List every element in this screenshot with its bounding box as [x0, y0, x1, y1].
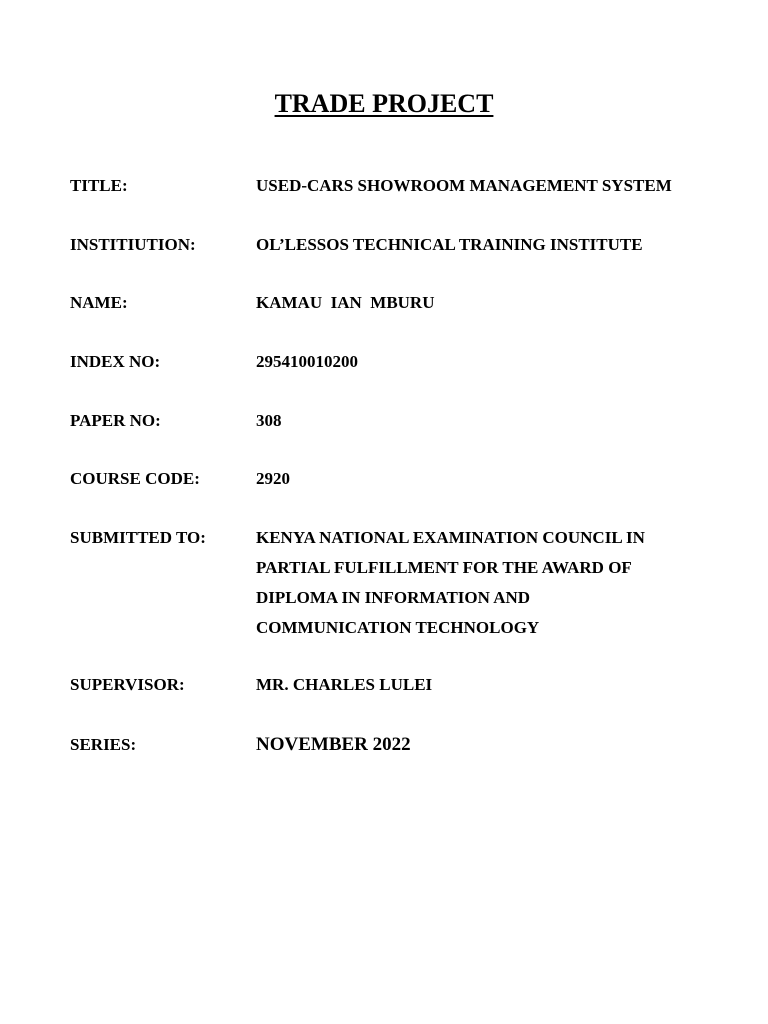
field-row-paper-no	[70, 406, 720, 436]
supervisor-label: SUPERVISOR:	[70, 675, 185, 694]
field-row-title	[70, 171, 720, 201]
submitted-to-line: PARTIAL FULFILLMENT FOR THE AWARD OF	[256, 558, 632, 577]
field-row-index-no	[70, 347, 720, 377]
submitted-to-value	[256, 523, 720, 643]
field-row-course-code	[70, 464, 720, 494]
index-no-label: INDEX NO:	[70, 352, 161, 371]
paper-no-label: PAPER NO:	[70, 411, 161, 430]
course-code-label: COURSE CODE:	[70, 469, 200, 488]
submitted-to-line: COMMUNICATION TECHNOLOGY	[256, 618, 540, 637]
paper-no-value: 308	[256, 411, 282, 430]
field-row-series	[70, 730, 720, 760]
field-row-institution	[70, 230, 720, 260]
title-label: TITLE:	[70, 176, 128, 195]
field-row-submitted-to	[70, 523, 720, 643]
submitted-to-line: DIPLOMA IN INFORMATION AND	[256, 588, 531, 607]
page-title: TRADE PROJECT	[274, 89, 494, 118]
index-no-value: 295410010200	[256, 352, 358, 371]
series-value: NOVEMBER 2022	[256, 734, 411, 755]
name-value: KAMAU IAN MBURU	[256, 293, 435, 312]
submitted-to-line: KENYA NATIONAL EXAMINATION COUNCIL IN	[256, 528, 645, 547]
name-label: NAME:	[70, 293, 128, 312]
series-label: SERIES:	[70, 735, 137, 754]
title-value: USED-CARS SHOWROOM MANAGEMENT SYSTEM	[256, 176, 672, 195]
course-code-value: 2920	[256, 469, 290, 488]
supervisor-value: MR. CHARLES LULEI	[256, 675, 433, 694]
submitted-to-label: SUBMITTED TO:	[70, 528, 206, 547]
field-row-name	[70, 288, 720, 318]
institution-value: OL’LESSOS TECHNICAL TRAINING INSTITUTE	[256, 235, 643, 254]
field-row-supervisor	[70, 670, 720, 700]
institution-label: INSTITIUTION:	[70, 235, 196, 254]
